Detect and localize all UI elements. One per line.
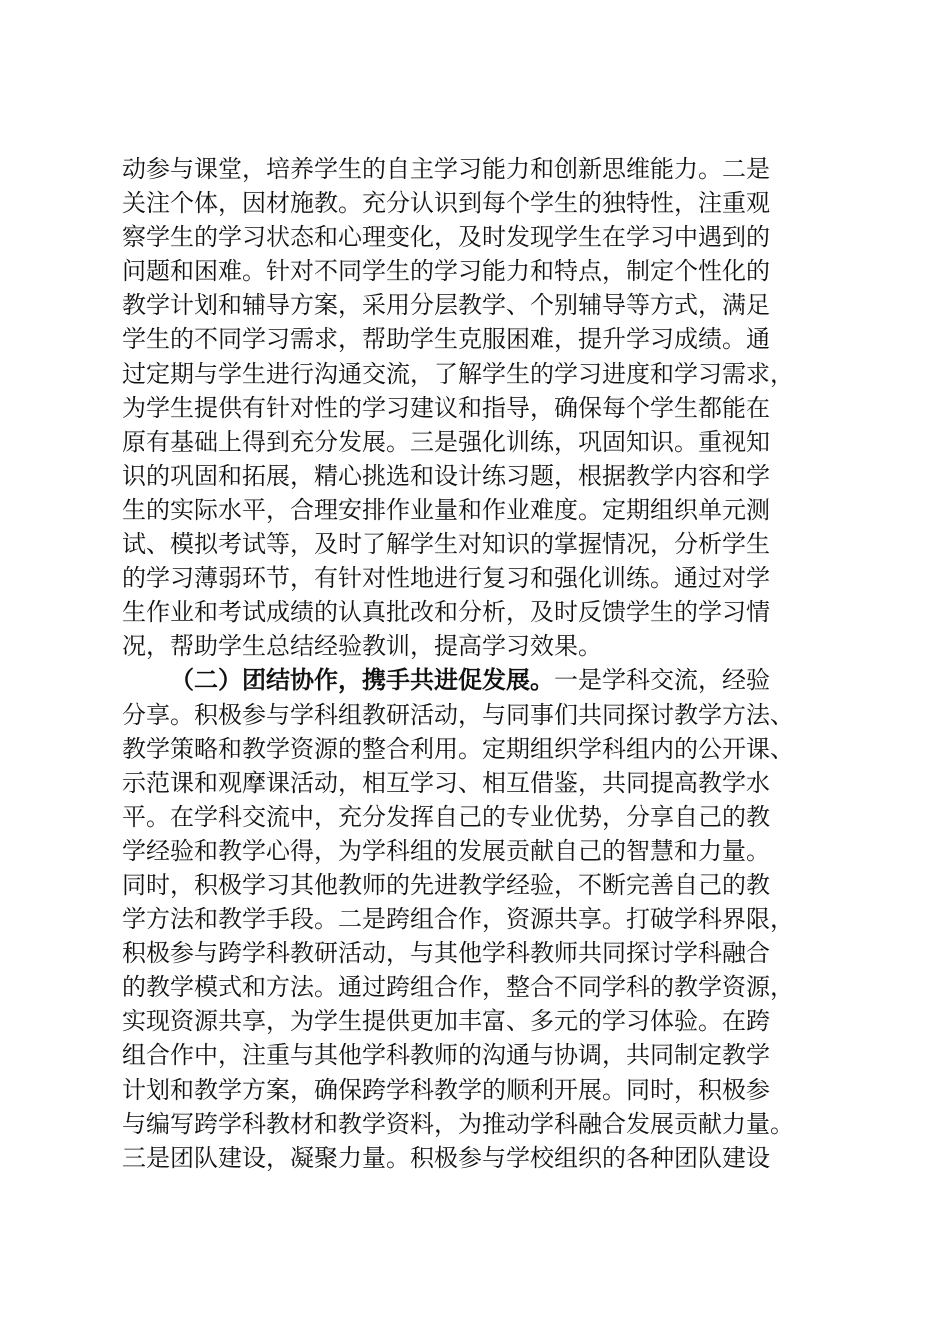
text-line: 学生的不同学习需求，帮助学生克服困难，提升学习成绩。通 (122, 325, 770, 354)
text-line: 识的巩固和拓展，精心挑选和设计练习题，根据教学内容和学 (122, 461, 770, 490)
text-line: 同时，积极学习其他教师的先进教学经验，不断完善自己的教 (122, 870, 770, 899)
body-text (122, 152, 842, 1175)
text-line: 与编写跨学科教材和教学资料，为推动学科融合发展贡献力量。 (122, 1109, 794, 1138)
text-line: 学方法和教学手段。二是跨组合作，资源共享。打破学科界限， (122, 905, 794, 934)
text-line: 三是团队建设，凝聚力量。积极参与学校组织的各种团队建设 (122, 1143, 770, 1172)
text-line: 学经验和教学心得，为学科组的发展贡献自己的智慧和力量。 (122, 836, 770, 865)
section-heading-line (122, 663, 842, 697)
text-line: 平。在学科交流中，充分发挥自己的专业优势，分享自己的教 (122, 802, 770, 831)
text-line: 分享。积极参与学科组教研活动，与同事们共同探讨教学方法、 (122, 700, 794, 729)
text-line: 实现资源共享，为学生提供更加丰富、多元的学习体验。在跨 (122, 1007, 770, 1036)
text-line: 组合作中，注重与其他学科教师的沟通与协调，共同制定教学 (122, 1041, 770, 1070)
section-heading: （二）团结协作，携手共进促发展。 (170, 665, 554, 695)
text-line: 的教学模式和方法。通过跨组合作，整合不同学科的教学资源， (122, 973, 794, 1002)
section-heading-rest: 一是学科交流，经验 (554, 666, 770, 695)
text-line: 试、模拟考试等，及时了解学生对知识的掌握情况，分析学生 (122, 530, 770, 559)
text-line: 关注个体，因材施教。充分认识到每个学生的独特性，注重观 (122, 189, 770, 218)
text-line: 过定期与学生进行沟通交流，了解学生的学习进度和学习需求， (122, 359, 794, 388)
text-line: 察学生的学习状态和心理变化，及时发现学生在学习中遇到的 (122, 223, 770, 252)
text-line: 教学计划和辅导方案，采用分层教学、个别辅导等方式，满足 (122, 291, 770, 320)
text-line: 计划和教学方案，确保跨学科教学的顺利开展。同时，积极参 (122, 1075, 770, 1104)
text-line: 问题和困难。针对不同学生的学习能力和特点，制定个性化的 (122, 257, 770, 286)
text-line: 示范课和观摩课活动，相互学习、相互借鉴，共同提高教学水 (122, 768, 770, 797)
text-line: 生的实际水平，合理安排作业量和作业难度。定期组织单元测 (122, 495, 770, 524)
text-line: 的学习薄弱环节，有针对性地进行复习和强化训练。通过对学 (122, 564, 770, 593)
text-line: 原有基础上得到充分发展。三是强化训练，巩固知识。重视知 (122, 427, 770, 456)
text-line: 生作业和考试成绩的认真批改和分析，及时反馈学生的学习情 (122, 598, 770, 627)
text-line: 教学策略和教学资源的整合利用。定期组织学科组内的公开课、 (122, 734, 794, 763)
text-line: 为学生提供有针对性的学习建议和指导，确保每个学生都能在 (122, 393, 770, 422)
text-line: 动参与课堂，培养学生的自主学习能力和创新思维能力。二是 (122, 155, 770, 183)
text-line: 况，帮助学生总结经验教训，提高学习效果。 (122, 632, 602, 661)
text-line: 积极参与跨学科教研活动，与其他学科教师共同探讨学科融合 (122, 939, 770, 968)
